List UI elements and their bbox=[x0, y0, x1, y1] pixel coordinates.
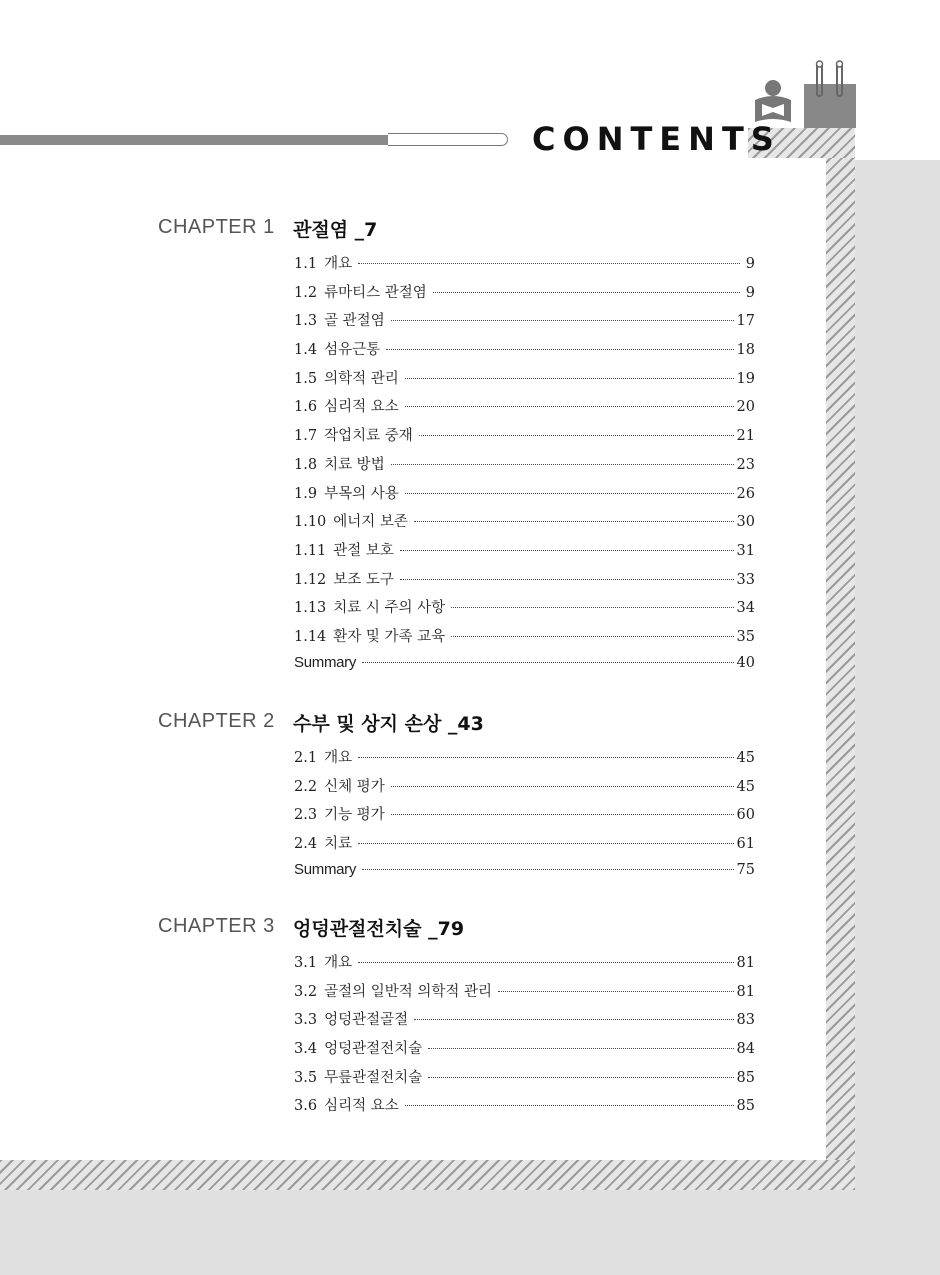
toc-entry[interactable] bbox=[294, 338, 755, 367]
dot-leader bbox=[386, 349, 733, 350]
toc-entry[interactable] bbox=[294, 424, 755, 453]
entry-label: 환자 및 가족 교육 bbox=[333, 628, 446, 645]
entry-number: 3.4 bbox=[294, 1041, 318, 1058]
entry-label: 심리적 요소 bbox=[324, 399, 399, 416]
dot-leader bbox=[400, 550, 734, 551]
dot-leader bbox=[391, 786, 734, 787]
decorative-stripe-bottom bbox=[0, 1160, 855, 1190]
toc-entry[interactable] bbox=[294, 832, 755, 861]
entry-page: 19 bbox=[736, 370, 755, 387]
entry-label: 작업치료 중재 bbox=[324, 428, 413, 445]
chapter-label: CHAPTER 2 bbox=[158, 710, 275, 732]
entry-number: 3.6 bbox=[294, 1098, 318, 1115]
dot-leader bbox=[391, 320, 734, 321]
toc-entry[interactable] bbox=[294, 1066, 755, 1095]
entry-label: 개요 bbox=[324, 750, 353, 766]
entry-page: 26 bbox=[736, 485, 755, 502]
entry-label: 신체 평가 bbox=[324, 778, 385, 795]
entry-label: 관절 보호 bbox=[333, 542, 394, 559]
entry-label: 엉덩관절골절 bbox=[324, 1012, 409, 1029]
entry-page: 85 bbox=[736, 1069, 755, 1086]
dot-leader bbox=[428, 1077, 733, 1078]
entry-label: 의학적 관리 bbox=[324, 370, 399, 387]
entry-number: 1.4 bbox=[294, 342, 318, 359]
entry-label: 부목의 사용 bbox=[324, 485, 399, 502]
dot-leader bbox=[433, 292, 740, 293]
dot-leader bbox=[414, 521, 734, 522]
chapter-label: CHAPTER 3 bbox=[158, 915, 275, 937]
entry-page: 45 bbox=[736, 750, 755, 766]
toc-entry-summary[interactable] bbox=[294, 861, 755, 890]
dot-leader bbox=[405, 1105, 734, 1106]
entry-page: 35 bbox=[736, 628, 755, 645]
entry-page: 60 bbox=[736, 807, 755, 824]
dot-leader bbox=[358, 843, 733, 844]
entry-page: 85 bbox=[736, 1098, 755, 1115]
dot-leader bbox=[405, 378, 734, 379]
entry-page: 61 bbox=[736, 836, 755, 853]
page-title: CONTENTS bbox=[532, 120, 781, 158]
toc-entry[interactable] bbox=[294, 510, 755, 539]
entry-number: 2.4 bbox=[294, 836, 318, 853]
entry-page: 75 bbox=[736, 861, 755, 878]
entry-label: 보조 도구 bbox=[333, 571, 394, 588]
entry-label: 류마티스 관절염 bbox=[324, 284, 427, 301]
header-rule-end bbox=[388, 133, 508, 146]
entry-number: 1.13 bbox=[294, 600, 327, 617]
entry-page: 23 bbox=[736, 456, 755, 473]
entry-number: 1.6 bbox=[294, 399, 318, 416]
entry-page: 17 bbox=[736, 313, 755, 330]
dot-leader bbox=[362, 869, 733, 870]
entry-page: 9 bbox=[745, 256, 755, 272]
entry-number: 1.3 bbox=[294, 313, 318, 330]
entry-label: 섬유근통 bbox=[324, 342, 381, 359]
entry-label: 개요 bbox=[324, 955, 353, 971]
background-bottom-panel bbox=[0, 1190, 940, 1275]
entry-number: 3.3 bbox=[294, 1012, 318, 1029]
entry-number: 1.2 bbox=[294, 284, 318, 301]
entry-number: 3.5 bbox=[294, 1069, 318, 1086]
entry-label: 치료 bbox=[324, 836, 353, 853]
toc-entry[interactable] bbox=[294, 453, 755, 482]
entry-page: 34 bbox=[736, 600, 755, 617]
entry-number: 1.11 bbox=[294, 542, 327, 559]
dot-leader bbox=[405, 406, 734, 407]
dot-leader bbox=[358, 757, 733, 758]
decorative-stripe-right bbox=[826, 150, 855, 1190]
entry-number: 3.2 bbox=[294, 983, 318, 1000]
entry-number: 1.10 bbox=[294, 514, 327, 531]
dot-leader bbox=[414, 1019, 733, 1020]
header-rule bbox=[0, 135, 392, 145]
toc-entry[interactable] bbox=[294, 951, 755, 980]
entry-page: 45 bbox=[736, 778, 755, 795]
entry-number: 1.7 bbox=[294, 428, 318, 445]
toc-entry[interactable] bbox=[294, 625, 755, 654]
entry-number: 1.12 bbox=[294, 571, 327, 588]
chapter-title[interactable]: 관절염 _7 bbox=[293, 219, 378, 241]
toc-entry[interactable] bbox=[294, 367, 755, 396]
entry-number: 1.1 bbox=[294, 256, 318, 272]
toc-entry[interactable] bbox=[294, 775, 755, 804]
toc-entry[interactable] bbox=[294, 539, 755, 568]
toc-entry[interactable] bbox=[294, 1037, 755, 1066]
chapter-1 bbox=[158, 216, 758, 682]
toc-entry[interactable] bbox=[294, 803, 755, 832]
entry-page: 20 bbox=[736, 399, 755, 416]
toc-entry[interactable] bbox=[294, 596, 755, 625]
dot-leader bbox=[391, 814, 734, 815]
entry-number: 2.2 bbox=[294, 778, 318, 795]
dot-leader bbox=[419, 435, 734, 436]
background-right-panel bbox=[855, 160, 940, 1275]
entry-page: 21 bbox=[736, 428, 755, 445]
toc-entry[interactable] bbox=[294, 395, 755, 424]
dot-leader bbox=[358, 962, 733, 963]
dot-leader bbox=[498, 991, 734, 992]
entry-label: 무릎관절전치술 bbox=[324, 1069, 423, 1086]
entry-label: 엉덩관절전치술 bbox=[324, 1041, 423, 1058]
entry-page: 9 bbox=[745, 284, 755, 301]
dot-leader bbox=[405, 493, 734, 494]
entry-label: 골 관절염 bbox=[324, 313, 385, 330]
entry-page: 83 bbox=[736, 1012, 755, 1029]
entry-label: 심리적 요소 bbox=[324, 1098, 399, 1115]
toc-entry[interactable] bbox=[294, 252, 755, 281]
entry-label: Summary bbox=[294, 860, 357, 878]
entry-page: 18 bbox=[736, 342, 755, 359]
entry-page: 31 bbox=[736, 542, 755, 559]
chapter-3 bbox=[158, 915, 758, 1123]
reader-icon bbox=[752, 78, 794, 126]
entry-label: 골절의 일반적 의학적 관리 bbox=[324, 983, 492, 1000]
chapter-label: CHAPTER 1 bbox=[158, 216, 275, 238]
entry-label: 에너지 보존 bbox=[333, 514, 408, 531]
toc-entry[interactable] bbox=[294, 1008, 755, 1037]
entry-label: 치료 방법 bbox=[324, 456, 385, 473]
dot-leader bbox=[451, 607, 733, 608]
toc-entry[interactable] bbox=[294, 1094, 755, 1123]
dot-leader bbox=[358, 263, 740, 264]
dot-leader bbox=[400, 579, 734, 580]
entry-number: 1.8 bbox=[294, 456, 318, 473]
entry-page: 81 bbox=[736, 983, 755, 1000]
entry-number: 2.3 bbox=[294, 807, 318, 824]
dot-leader bbox=[428, 1048, 733, 1049]
dot-leader bbox=[451, 636, 733, 637]
dot-leader bbox=[391, 464, 734, 465]
entry-page: 40 bbox=[736, 654, 755, 671]
entry-page: 84 bbox=[736, 1041, 755, 1058]
toc-entry[interactable] bbox=[294, 309, 755, 338]
entry-number: 1.5 bbox=[294, 370, 318, 387]
entry-number: 1.14 bbox=[294, 628, 327, 645]
entry-label: 기능 평가 bbox=[324, 807, 385, 824]
toc-entry[interactable] bbox=[294, 281, 755, 310]
entry-page: 30 bbox=[736, 514, 755, 531]
toc-entry[interactable] bbox=[294, 482, 755, 511]
calendar-icon bbox=[804, 58, 856, 128]
chapter-2 bbox=[158, 710, 758, 889]
entry-label: 치료 시 주의 사항 bbox=[333, 600, 446, 617]
toc-entry[interactable] bbox=[294, 746, 755, 775]
chapter-title[interactable]: 엉덩관절전치술 _79 bbox=[293, 918, 465, 940]
toc-entry[interactable] bbox=[294, 980, 755, 1009]
chapter-title[interactable]: 수부 및 상지 손상 _43 bbox=[293, 713, 484, 735]
entry-page: 33 bbox=[736, 571, 755, 588]
entry-label: Summary bbox=[294, 653, 357, 671]
toc-entry-summary[interactable] bbox=[294, 654, 755, 683]
entry-number: 1.9 bbox=[294, 485, 318, 502]
entry-number: 2.1 bbox=[294, 750, 318, 766]
entry-number: 3.1 bbox=[294, 955, 318, 971]
entry-page: 81 bbox=[736, 955, 755, 971]
dot-leader bbox=[362, 662, 733, 663]
toc-entry[interactable] bbox=[294, 568, 755, 597]
entry-label: 개요 bbox=[324, 256, 353, 272]
